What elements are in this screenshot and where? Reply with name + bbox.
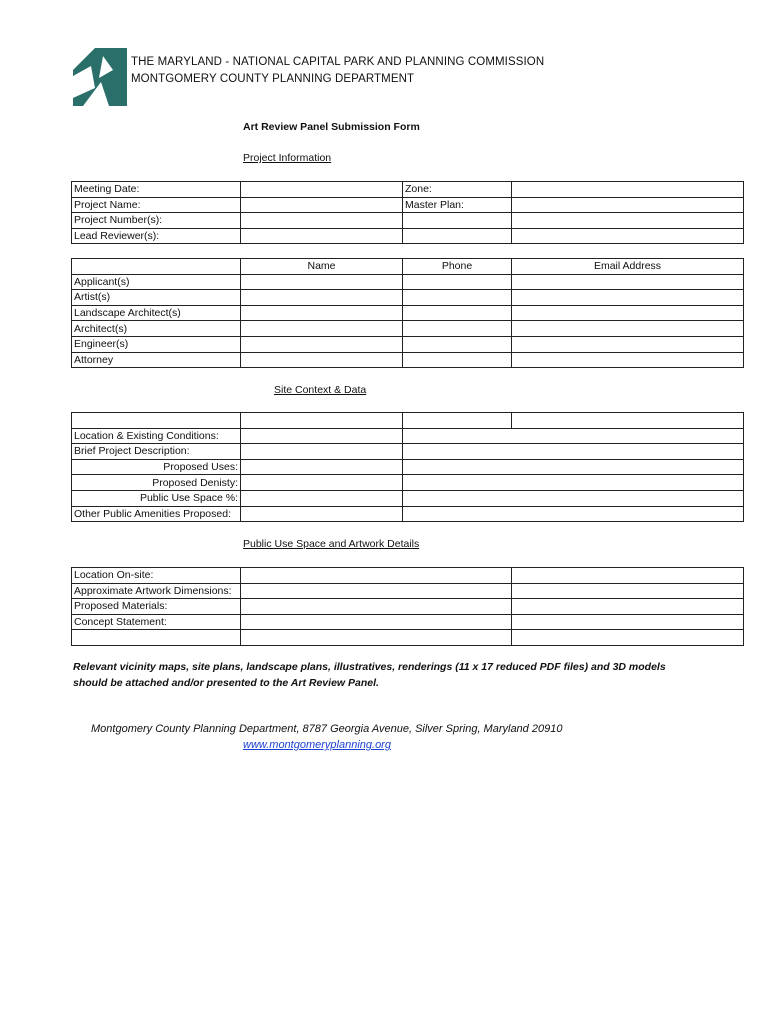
public-use-field[interactable] [512, 568, 744, 584]
public-use-field[interactable] [512, 614, 744, 630]
site-context-label: Public Use Space %: [72, 490, 241, 506]
public-use-field[interactable] [241, 614, 512, 630]
empty-cell [403, 228, 512, 244]
contact-email-field[interactable] [512, 290, 744, 306]
project-name-field[interactable] [241, 197, 403, 213]
empty-cell [512, 228, 744, 244]
contact-row-label: Landscape Architect(s) [72, 305, 241, 321]
site-context-field[interactable] [241, 506, 403, 522]
empty-cell [403, 506, 512, 522]
website-link[interactable]: www.montgomeryplanning.org [243, 739, 391, 751]
empty-cell [512, 213, 744, 229]
master-plan-field[interactable] [512, 197, 744, 213]
site-context-heading: Site Context & Data [274, 384, 367, 396]
site-context-field[interactable] [241, 459, 403, 475]
public-use-table [71, 567, 744, 646]
empty-cell [403, 444, 512, 460]
contact-row-label: Artist(s) [72, 290, 241, 306]
mncppc-logo-icon [73, 48, 127, 106]
contact-row-label: Attorney [72, 352, 241, 368]
contact-name-field[interactable] [241, 321, 403, 337]
contact-phone-field[interactable] [403, 321, 512, 337]
header-commission-name: THE MARYLAND - NATIONAL CAPITAL PARK AND PLANNING COMMISSION [131, 56, 545, 68]
empty-cell [403, 459, 512, 475]
contacts-corner-cell [72, 259, 241, 275]
contact-name-field[interactable] [241, 352, 403, 368]
contact-row-label: Applicant(s) [72, 274, 241, 290]
empty-cell [512, 630, 744, 646]
site-context-field[interactable] [241, 444, 403, 460]
empty-cell [241, 630, 512, 646]
contact-email-field[interactable] [512, 352, 744, 368]
contact-name-field[interactable] [241, 290, 403, 306]
public-use-heading: Public Use Space and Artwork Details [243, 538, 420, 550]
contact-email-field[interactable] [512, 305, 744, 321]
project-information-table [71, 181, 744, 244]
contact-name-field[interactable] [241, 274, 403, 290]
contact-row-label: Engineer(s) [72, 336, 241, 352]
empty-cell [512, 444, 744, 460]
site-context-field[interactable] [241, 428, 403, 444]
contacts-table [71, 258, 744, 368]
site-context-field[interactable] [241, 475, 403, 491]
empty-cell [512, 475, 744, 491]
empty-cell [512, 506, 744, 522]
name-column-header: Name [241, 259, 403, 275]
contact-phone-field[interactable] [403, 352, 512, 368]
site-context-label: Location & Existing Conditions: [72, 428, 241, 444]
empty-cell [512, 428, 744, 444]
empty-cell [403, 428, 512, 444]
site-context-label: Proposed Uses: [72, 459, 241, 475]
master-plan-label: Master Plan: [403, 197, 512, 213]
contact-email-field[interactable] [512, 321, 744, 337]
public-use-field[interactable] [512, 583, 744, 599]
site-context-label: Proposed Denisty: [72, 475, 241, 491]
meeting-date-label: Meeting Date: [72, 182, 241, 198]
contact-email-field[interactable] [512, 274, 744, 290]
project-number-field[interactable] [241, 213, 403, 229]
empty-cell [403, 490, 512, 506]
empty-cell [403, 413, 512, 429]
contact-name-field[interactable] [241, 336, 403, 352]
site-context-table [71, 412, 744, 522]
empty-cell [72, 630, 241, 646]
form-title: Art Review Panel Submission Form [243, 121, 420, 133]
empty-cell [512, 413, 744, 429]
contact-phone-field[interactable] [403, 305, 512, 321]
empty-cell [403, 475, 512, 491]
public-use-field[interactable] [512, 599, 744, 615]
public-use-label: Concept Statement: [72, 614, 241, 630]
lead-reviewer-label: Lead Reviewer(s): [72, 228, 241, 244]
contact-phone-field[interactable] [403, 274, 512, 290]
phone-column-header: Phone [403, 259, 512, 275]
public-use-label: Approximate Artwork Dimensions: [72, 583, 241, 599]
project-name-label: Project Name: [72, 197, 241, 213]
contact-email-field[interactable] [512, 336, 744, 352]
contact-row-label: Architect(s) [72, 321, 241, 337]
public-use-field[interactable] [241, 583, 512, 599]
public-use-field[interactable] [241, 568, 512, 584]
empty-cell [512, 490, 744, 506]
zone-label: Zone: [403, 182, 512, 198]
lead-reviewer-field[interactable] [241, 228, 403, 244]
meeting-date-field[interactable] [241, 182, 403, 198]
email-column-header: Email Address [512, 259, 744, 275]
contact-phone-field[interactable] [403, 336, 512, 352]
project-number-label: Project Number(s): [72, 213, 241, 229]
public-use-label: Proposed Materials: [72, 599, 241, 615]
contact-name-field[interactable] [241, 305, 403, 321]
public-use-field[interactable] [241, 599, 512, 615]
project-information-heading: Project Information [243, 152, 332, 164]
public-use-label: Location On-site: [72, 568, 241, 584]
empty-cell [512, 459, 744, 475]
zone-field[interactable] [512, 182, 744, 198]
site-context-label: Brief Project Description: [72, 444, 241, 460]
site-context-label: Other Public Amenities Proposed: [72, 506, 241, 522]
header-department-name: MONTGOMERY COUNTY PLANNING DEPARTMENT [131, 73, 415, 85]
empty-cell [403, 213, 512, 229]
footer-address: Montgomery County Planning Department, 8787 Georgia Avenue, Silver Spring, Maryland 20910 [91, 723, 563, 735]
contact-phone-field[interactable] [403, 290, 512, 306]
empty-cell [241, 413, 403, 429]
site-context-field[interactable] [241, 490, 403, 506]
empty-cell [72, 413, 241, 429]
attachment-note-line1: Relevant vicinity maps, site plans, landscape plans, illustratives, renderings (11 x 17 reduced PDF files) and 3D models [73, 661, 666, 673]
attachment-note-line2: should be attached and/or presented to the Art Review Panel. [73, 677, 379, 689]
